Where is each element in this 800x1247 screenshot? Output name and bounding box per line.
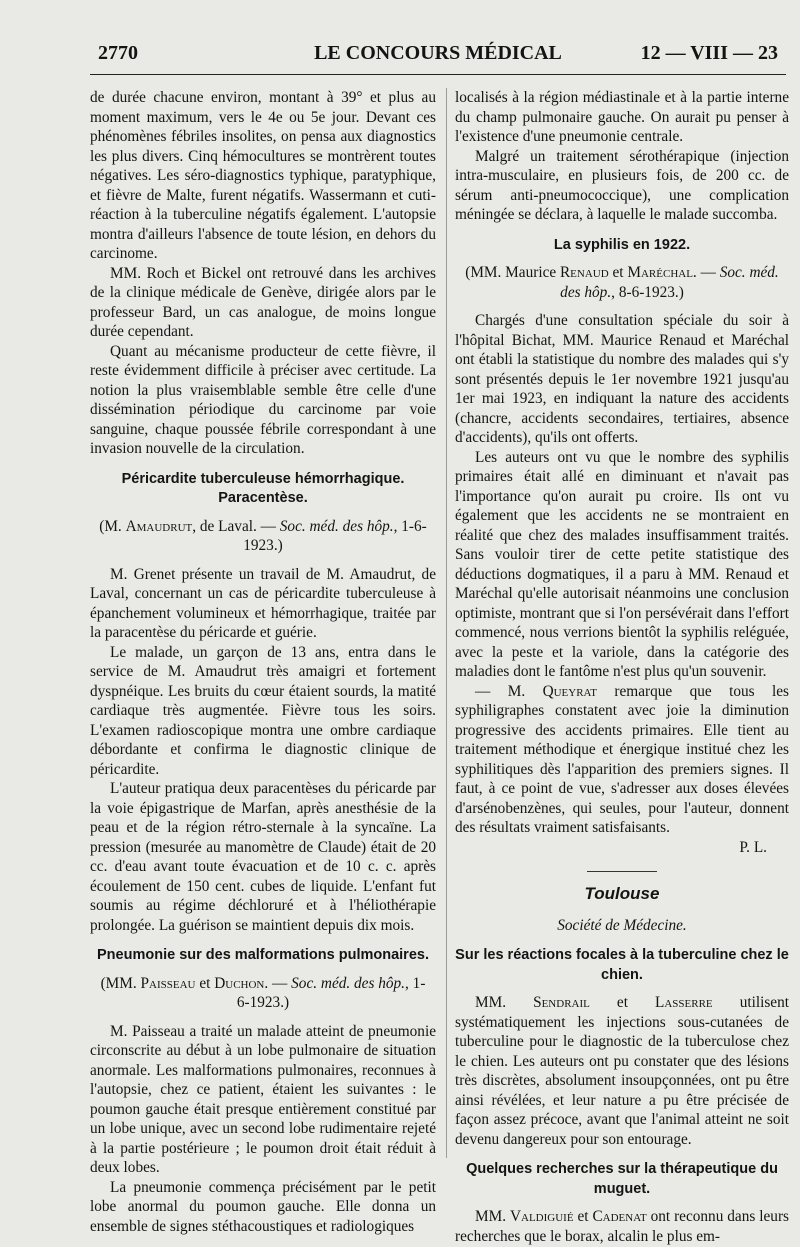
column-divider [446, 88, 447, 1158]
paragraph: Quant au mécanisme producteur de cette fièvre, il reste évidemment difficile à préciser avec certitude. La notion la plus vraisemblable semble être celle d'une dissémination périodique du carcinome par voie sanguine, chaque poussée fébrile correspondant à une invasion nouvelle de la circulation. [90, 342, 436, 457]
paragraph: MM. Roch et Bickel ont retrouvé dans les archives de la clinique médicale de Genève, dirigée alors par le professeur Bard, un cas analogue, de moins longue durée cependant. [90, 264, 436, 340]
author-name: Renaud [559, 264, 609, 281]
paragraph: Chargés d'une consultation spéciale du soir à l'hôpital Bichat, MM. Maurice Renaud et Maréchal ont établi la statistique du nombre des malades qui s'y sont présentés depuis le 1er novembre 1921 jusqu'au 1er mai 1923, en indiquant la nature des accidents (chancre, accidents secondaires, tertiaires, absence d'accidents), qu'ils ont offerts. [455, 312, 789, 446]
section-title: Péricardite tuberculeuse hémorrhagique. Paracentèse. [121, 470, 405, 506]
paragraph: Les auteurs ont vu que le nombre des syphilis primaires était allé en diminuant et n'avait pas l'importance qu'on aurait pu croire. Ils ont vu également que les accidents ne se montraient en réalité que chez des malades insuffisamment traités. Sans vouloir tirer de cette petite statistique des déductions dogmatiques, il a paru à MM. Renaud et Maréchal qu'elle autorisait néanmoins une conclusion optimiste, montrant que si l'on persévérait dans l'effort commencé, nous verrions bientôt la syphilis reléguée, avec la peste et la variole, dans la catégorie des maladies dont le fantôme n'est plus qu'un souvenir. [455, 448, 789, 680]
signature: P. L. [739, 838, 767, 856]
paragraph: La pneumonie commença précisément par le petit lobe anormal du poumon gauche. Elle donna un ensemble de signes stéthacoustiques et radiologiques [90, 1178, 436, 1235]
paragraph: localisés à la région médiastinale et à la partie interne du champ pulmonaire gauche. On aurait pu penser à l'existence d'une pneumonie centrale. [455, 89, 789, 145]
paragraph: Le malade, un garçon de 13 ans, entra dans le service de M. Amaudrut très amaigri et fortement dyspnéique. Les bruits du cœur étaient sourds, la matité cardiaque très augmentée. Fièvre tous les soirs. L'examen radioscopique montra une ombre cardiaque débordante et confirma le diagnostic clinique de péricardite. [90, 643, 436, 778]
author-name: Duchon [214, 974, 265, 992]
author-name: Queyrat [542, 682, 597, 700]
left-column [90, 88, 436, 1236]
author-name: Valdiguié [509, 1208, 574, 1225]
issue-date: 12 — VIII — 23 [640, 42, 778, 64]
city-heading: Toulouse [584, 884, 660, 903]
section-title: Quelques recherches sur la thérapeutique du muguet. [466, 1161, 778, 1197]
journal-ref: Soc. méd. des hôp. [279, 517, 394, 535]
paragraph: — M. Queyrat remarque que tous les syphiligraphes constatent avec joie la diminution progressive des accidents primaires. Elle tient au traitement méthodique et énergique institué chez les syphilitiques dès l'apparition des premiers signes. Il faut, à ce point de vue, s'adresser aux doses élevées d'arsénobenzènes, qui seules, pour l'auteur, donnent des résultats vraiment satisfaisants. [455, 682, 789, 836]
section-separator [587, 871, 657, 872]
journal-ref: Soc. méd. des hôp. [291, 974, 406, 992]
author-name: Amaudrut [125, 517, 193, 535]
journal-ref: Soc. méd. des hôp. [560, 264, 779, 301]
citation: (MM. Maurice Renaud et Maréchal. — Soc. méd. des hôp., 8-6-1923.) [465, 264, 779, 301]
author-name: Paisseau [140, 974, 196, 992]
running-header [90, 42, 786, 75]
paragraph: Malgré un traitement sérothérapique (injection intra-musculaire, en plusieurs fois, de 200 cc. de sérum anti-pneumococcique), une complication méningée se déclara, à laquelle le malade succomba. [455, 147, 789, 223]
citation: (M. Amaudrut, de Laval. — Soc. méd. des hôp., 1-6-1923.) [99, 517, 427, 554]
paragraph: de durée chacune environ, montant à 39° et plus au moment maximum, vers le 4e ou 5e jour. Devant ces phénomènes fébriles insolites, on pensa aux diagnostics les plus divers. Cinq hémocultures se montrèrent toutes négatives. Les séro-diagnostics typhique, paratyphique, et fièvre de Malte, furent négatifs. Wassermann et cuti-réaction à la tuberculine négatifs également. L'autopsie montra d'ailleurs l'absence de toute lésion, en dehors du carcinome. [90, 89, 436, 262]
paragraph: M. Paisseau a traité un malade atteint de pneumonie circonscrite au début à un lobe pulmonaire de situation anormale. Les malformations pulmonaires, reconnues à l'autopsie, chez ce patient, étaient les suivantes : le poumon gauche était presque entièrement constitué par un lobe unique, avec un second lobe rudimentaire rejeté à la partie postérieure ; le poumon droit était réduit à deux lobes. [90, 1022, 436, 1176]
right-column [455, 88, 789, 1246]
paragraph: MM. Sendrail et Lasserre utilisent systématiquement les injections sous-cutanées de tuberculine pour le diagnostic de la tuberculose chez le chien. Les auteurs ont pu constater que des lésions très discrètes, absolument insoupçonnées, ont pu être ainsi révélées, et leur nature a pu être précisée de façon assez précoce, avant que l'animal atteint ne soit devenu dangereux pour son entourage. [455, 994, 789, 1148]
author-name: Sendrail [533, 994, 590, 1011]
paragraph: MM. Valdiguié et Cadenat ont reconnu dans leurs recherches que le borax, alcalin le plus em- [455, 1208, 789, 1245]
section-title: Pneumonie sur des malformations pulmonaires. [97, 947, 429, 963]
society-heading: Société de Médecine. [557, 916, 687, 934]
author-name: Maréchal [627, 264, 693, 281]
page-number: 2770 [98, 42, 138, 64]
section-title: Sur les réactions focales à la tuberculine chez le chien. [455, 947, 789, 983]
paragraph: M. Grenet présente un travail de M. Amaudrut, de Laval, concernant un cas de péricardite tuberculeuse à épanchement volumineux et hémorrhagique, traitée par la paracentèse du péricarde et guérie. [90, 565, 436, 641]
author-name: Lasserre [655, 994, 713, 1011]
author-name: Cadenat [592, 1208, 647, 1225]
journal-title: LE CONCOURS MÉDICAL [314, 42, 562, 64]
paragraph: L'auteur pratiqua deux paracentèses du péricarde par la voie épigastrique de Marfan, après anesthésie de la peau et de la région rétro-sternale à la syncaïne. La pression (mesurée au manomètre de Claude) était de 20 cc. d'eau avant toute évacuation et de 10 c. c. après écoulement de 150 cent. cubes de liquide. L'enfant fut soumis au régime déchloruré et à l'héliothérapie prolongée. La guérison se maintient depuis dix mois. [90, 780, 436, 934]
section-title: La syphilis en 1922. [553, 236, 691, 253]
citation: (MM. Paisseau et Duchon. — Soc. méd. des hôp., 1-6-1923.) [100, 974, 426, 1011]
